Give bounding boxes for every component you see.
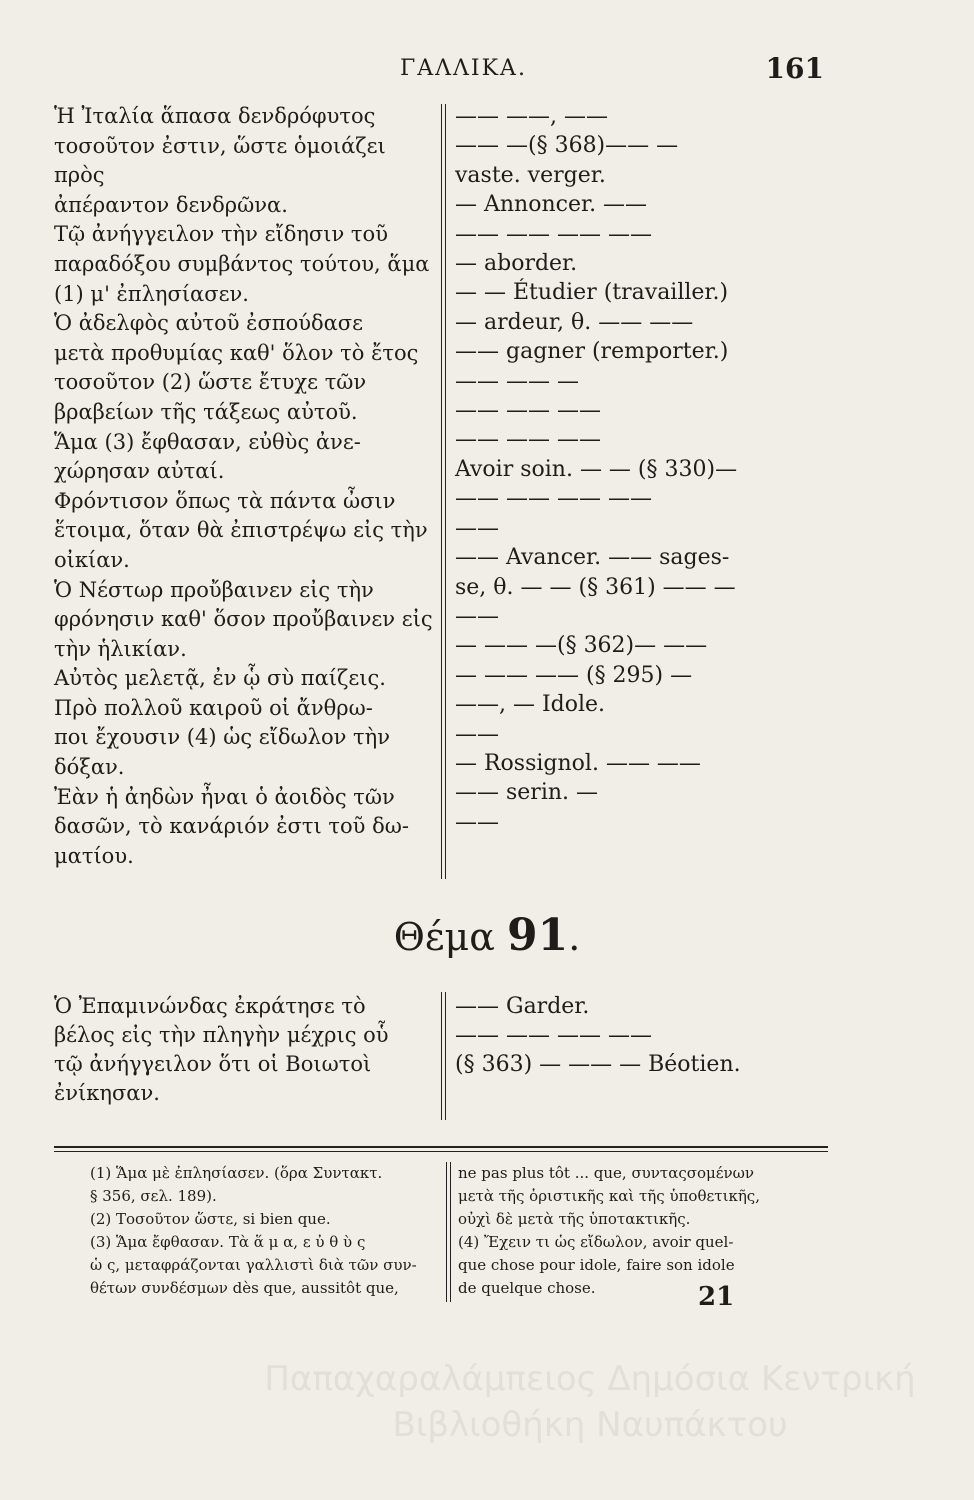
french-line: —— —— — xyxy=(455,368,579,394)
french-line: —— —— —— xyxy=(455,427,601,453)
footnote-rule xyxy=(54,1146,828,1148)
exercise-divider xyxy=(441,992,442,1120)
running-title: ΓΑΛΛΙΚΑ. xyxy=(400,56,527,81)
theme-dot: . xyxy=(568,915,581,959)
greek-line: Ἅμα (3) ἔφθασαν, εὐθὺς ἀνε- xyxy=(54,429,361,454)
greek-line: φρόνησιν καθ' ὅσον προὔβαινεν εἰς xyxy=(54,607,433,632)
footnote-rule-thin xyxy=(54,1151,828,1152)
greek-line: τοσοῦτον ἐστιν, ὥστε ὁμοιάζει πρὸς xyxy=(54,133,386,188)
greek-line: ἕτοιμα, ὅταν θὰ ἐπιστρέψω εἰς τὴν xyxy=(54,518,428,543)
footnotes-right xyxy=(458,1162,828,1300)
footnote-line: (1) Ἅμα μὲ ἐπλησίασεν. (ὅρα Συντακτ. xyxy=(90,1164,383,1182)
watermark-line-2: Βιβλιοθήκη Ναυπάκτου xyxy=(392,1405,788,1445)
french-line: se, θ. — — (§ 361) —— — xyxy=(455,574,736,600)
french-line: — —— —— (§ 295) — xyxy=(455,662,693,688)
french-line: —— gagner (remporter.) xyxy=(455,339,729,365)
exercise-greek-line: Ὁ Ἐπαμινώνδας ἐκράτησε τὸ xyxy=(54,994,366,1018)
french-line: vaste. verger. xyxy=(455,162,606,188)
greek-line: Ὁ ἀδελφὸς αὐτοῦ ἐσπούδασε xyxy=(54,311,364,336)
footnote-line: (3) Ἅμα ἔφθασαν. Τὰ ἅ μ α, ε ὐ θ ὺ ς xyxy=(90,1233,366,1251)
footnote-line: μετὰ τῆς ὁριστικῆς καὶ τῆς ὑποθετικῆς, xyxy=(458,1187,760,1205)
french-line: ——, — Idole. xyxy=(455,692,606,718)
footnote-line: que chose pour idole, faire son idole xyxy=(458,1256,735,1274)
greek-line: τοσοῦτον (2) ὥστε ἔτυχε τῶν xyxy=(54,370,367,395)
page-number: 161 xyxy=(765,52,824,85)
footnotes-left xyxy=(90,1162,435,1300)
greek-line: Τῷ ἀνήγγειλον τὴν εἴδησιν τοῦ xyxy=(54,222,388,247)
greek-line: τὴν ἡλικίαν. xyxy=(54,636,187,661)
greek-line: Φρόντισον ὅπως τὰ πάντα ὦσιν xyxy=(54,488,396,513)
library-watermark xyxy=(230,1356,950,1448)
french-line: —— —— —— —— xyxy=(455,221,652,247)
footnote-line: ὡ ς, μεταφράζονται γαλλιστὶ διὰ τῶν συν- xyxy=(90,1256,417,1274)
greek-line: δασῶν, τὸ κανάριόν ἐστι τοῦ δω- xyxy=(54,814,409,839)
french-line: — Annoncer. —— xyxy=(455,192,648,218)
greek-line: δόξαν. xyxy=(54,755,125,780)
exercise-french-line: —— Garder. xyxy=(455,994,590,1019)
french-line: —— xyxy=(455,809,499,835)
greek-line: βραβείων τῆς τάξεως αὐτοῦ. xyxy=(54,399,358,424)
watermark-line-1: Παπαχαραλάμπειος Δημόσια Κεντρική xyxy=(264,1359,916,1399)
french-line: —— —(§ 368)—— — xyxy=(455,133,679,159)
french-line: —— serin. — xyxy=(455,780,599,806)
french-line: — aborder. xyxy=(455,251,578,277)
french-line: —— ——, —— xyxy=(455,104,608,129)
french-line: — —— —(§ 362)— —— xyxy=(455,633,708,659)
theme-number: 91 xyxy=(506,910,569,961)
french-line: —— —— —— —— xyxy=(455,486,652,512)
greek-line: Ἐὰν ἡ ἀηδὼν ἦναι ὁ ἀοιδὸς τῶν xyxy=(54,784,395,809)
greek-line: Ἡ Ἰταλία ἅπασα δενδρόφυτος xyxy=(54,104,376,128)
greek-line: Αὐτὸς μελετᾷ, ἐν ᾧ σὺ παίζεις. xyxy=(54,666,386,691)
footnote-divider xyxy=(446,1162,447,1302)
exercise-french-column xyxy=(455,992,835,1079)
french-line: —— Avancer. —— sages- xyxy=(455,545,730,571)
footnote-line: (4) Ἔχειν τι ὡς εἴδωλον, avoir quel- xyxy=(458,1233,734,1251)
exercise-greek-column xyxy=(54,992,434,1108)
column-divider-inner xyxy=(445,104,446,879)
greek-line: παραδόξου συμβάντος τούτου, ἅμα xyxy=(54,251,430,276)
greek-line: ποι ἔχουσιν (4) ὡς εἴδωλον τὴν xyxy=(54,725,390,750)
exercise-divider-inner xyxy=(445,992,446,1120)
signature-mark: 21 xyxy=(698,1282,735,1312)
french-vocabulary-column xyxy=(455,102,835,837)
footnote-line: de quelque chose. xyxy=(458,1279,596,1297)
exercise-greek-line: ἐνίκησαν. xyxy=(54,1081,160,1105)
page-header xyxy=(0,48,974,88)
exercise-french-line: (§ 363) — —— — Béotien. xyxy=(455,1052,741,1077)
greek-line: ἀπέραντον δενδρῶνα. xyxy=(54,192,288,217)
footnote-line: ne pas plus tôt ... que, συνταςσομένων xyxy=(458,1164,755,1182)
french-line: —— xyxy=(455,721,499,747)
greek-line: (1) μ' ἐπλησίασεν. xyxy=(54,281,249,306)
column-divider xyxy=(441,104,442,879)
greek-line: Πρὸ πολλοῦ καιροῦ οἱ ἄνθρω- xyxy=(54,695,373,720)
greek-line: μετὰ προθυμίας καθ' ὅλον τὸ ἔτος xyxy=(54,340,419,365)
greek-line: Ὁ Νέστωρ προὔβαινεν εἰς τὴν xyxy=(54,577,374,602)
theme-heading xyxy=(0,910,974,961)
french-line: —— xyxy=(455,603,499,629)
french-line: — — Étudier (travailler.) xyxy=(455,280,729,306)
exercise-french-line: —— —— —— —— xyxy=(455,1023,652,1048)
greek-line: οἰκίαν. xyxy=(54,547,130,572)
footnote-line: οὐχὶ δὲ μετὰ τῆς ὑποτακτικῆς. xyxy=(458,1210,691,1228)
exercise-greek-line: βέλος εἰς τὴν πληγὴν μέχρις οὗ xyxy=(54,1023,389,1047)
french-line: — ardeur, θ. —— —— xyxy=(455,309,694,335)
theme-word: Θέμα xyxy=(393,915,495,959)
footnote-line: § 356, σελ. 189). xyxy=(90,1187,217,1205)
greek-line: ματίου. xyxy=(54,843,134,868)
exercise-greek-line: τῷ ἀνήγγειλον ὅτι οἱ Βοιωτοὶ xyxy=(54,1052,372,1076)
greek-text-column xyxy=(54,102,434,871)
footnote-divider-inner xyxy=(450,1162,451,1302)
french-line: —— —— —— xyxy=(455,398,601,424)
footnote-line: (2) Τοσοῦτον ὥστε, si bien que. xyxy=(90,1210,331,1228)
footnote-line: θέτων συνδέσμων dès que, aussitôt que, xyxy=(90,1279,399,1297)
greek-line: χώρησαν αὐταί. xyxy=(54,459,225,484)
french-line: Avoir soin. — — (§ 330)— xyxy=(455,456,738,482)
french-line: — Rossignol. —— —— xyxy=(455,750,701,776)
french-line: —— xyxy=(455,515,499,541)
